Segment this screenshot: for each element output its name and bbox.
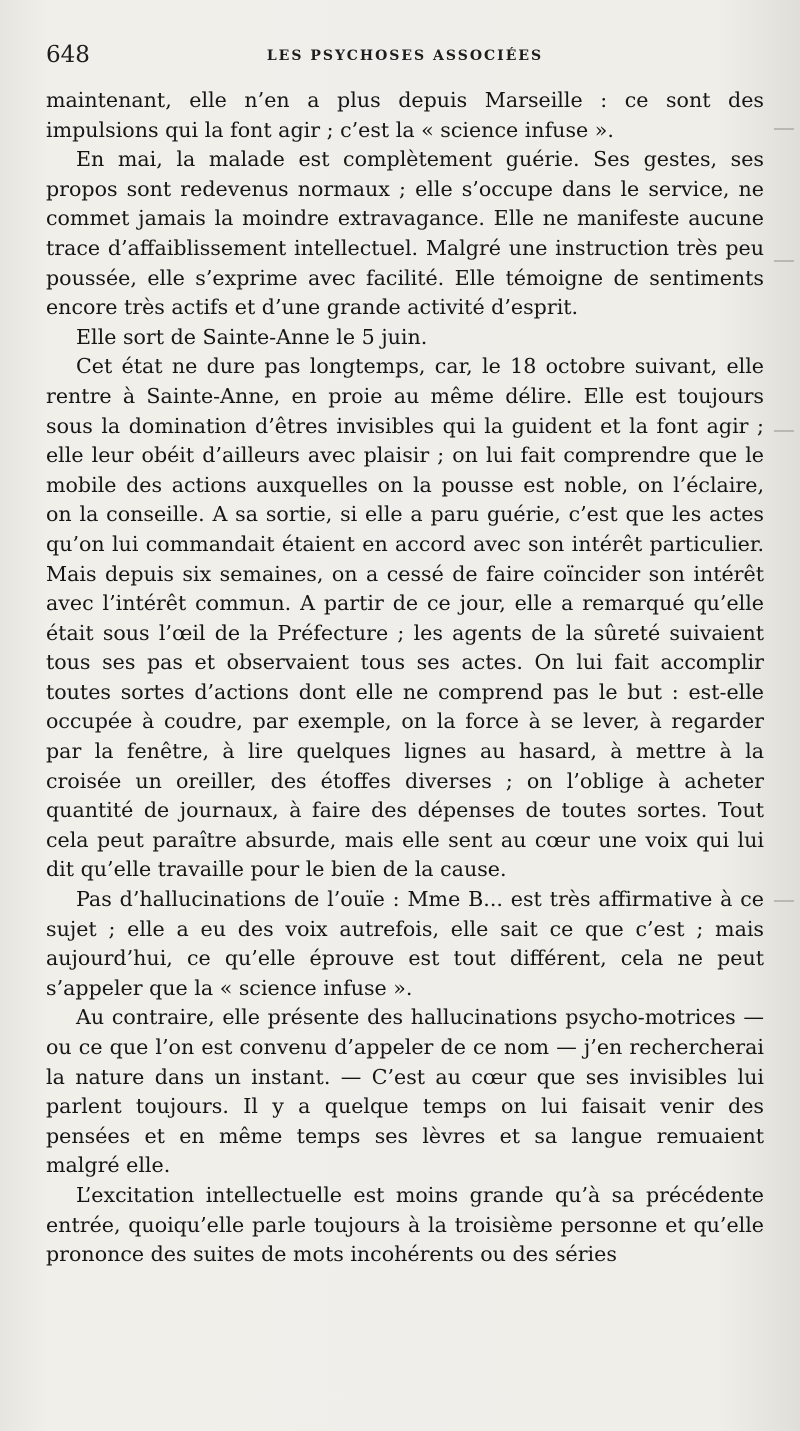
margin-bleed-mark — [774, 430, 794, 432]
margin-bleed-mark — [774, 260, 794, 262]
paragraph: L’excitation intellectuelle est moins grande qu’à sa précédente entrée, quoiqu’elle parle toujours à la troisième personne et qu’elle prononce des suites de mots incohérents ou des séries — [46, 1182, 764, 1267]
paragraph: Pas d’hallucinations de l’ouïe : Mme B... est très affirmative à ce sujet ; elle a eu des voix autrefois, elle sait ce que c’est ; mais aujourd’hui, ce qu’elle éprouve est tout différent, cela ne peut s’appeler que la « science infuse ». — [46, 887, 764, 1000]
paragraph-continuation: maintenant, elle n’en a plus depuis Marseille : ce sont des impulsions qui la font agir ; c’est la « science infuse ». — [46, 88, 764, 142]
paragraph: Au contraire, elle présente des hallucinations psycho-motrices — ou ce que l’on est convenu d’appeler de ce nom — j’en rechercherai la nature dans un instant. — C’est au cœur que ses invisibles lui parlent toujours. Il y a quelque temps on lui faisait venir des pensées et en même temps ses lèvres et sa langue remuaient malgré elle. — [46, 1005, 764, 1178]
page-header — [46, 42, 764, 72]
running-title: LES PSYCHOSES ASSOCIÉES — [266, 48, 544, 64]
paragraph: Cet état ne dure pas longtemps, car, le 18 octobre suivant, elle rentre à Sainte-Anne, en proie au même délire. Elle est toujours sous la domination d’êtres invisibles qui la guident et la font agir ; elle leur obéit d’ailleurs avec plaisir ; on lui fait comprendre que le mobile des actions auxquelles on la pousse est noble, on l’éclaire, on la conseille. A sa sortie, si elle a paru guérie, c’est que les actes qu’on lui commandait étaient en accord avec son intérêt particulier. Mais depuis six semaines, on a cessé de faire coïncider son intérêt avec l’intérêt commun. A partir de ce jour, elle a remarqué qu’elle était sous l’œil de la Préfecture ; les agents de la sûreté suivaient tous ses pas et observaient tous ses actes. On lui fait accomplir toutes sortes d’actions dont elle ne comprend pas le but : est-elle occupée à coudre, par exemple, on la force à se lever, à regarder par la fenêtre, à lire quelques lignes au hasard, à mettre à la croisée un oreiller, des étoffes diverses ; on l’oblige à acheter quantité de journaux, à faire des dépenses de toutes sortes. Tout cela peut paraître absurde, mais elle sent au cœur une voix qui lui dit qu’elle travaille pour le bien de la cause. — [46, 354, 764, 882]
paragraph: En mai, la malade est complètement guérie. Ses gestes, ses propos sont redevenus normaux ; elle s’occupe dans le service, ne commet jamais la moindre extravagance. Elle ne manifeste aucune trace d’affaiblissement intellectuel. Malgré une instruction très peu poussée, elle s’exprime avec facilité. Elle témoigne de sentiments encore très actifs et d’une grande activité d’esprit. — [46, 147, 764, 320]
page-number: 648 — [46, 42, 90, 68]
margin-bleed-mark — [774, 900, 794, 902]
margin-bleed-mark — [774, 128, 794, 130]
body-text — [46, 86, 764, 1270]
paragraph: Elle sort de Sainte-Anne le 5 juin. — [76, 324, 428, 349]
